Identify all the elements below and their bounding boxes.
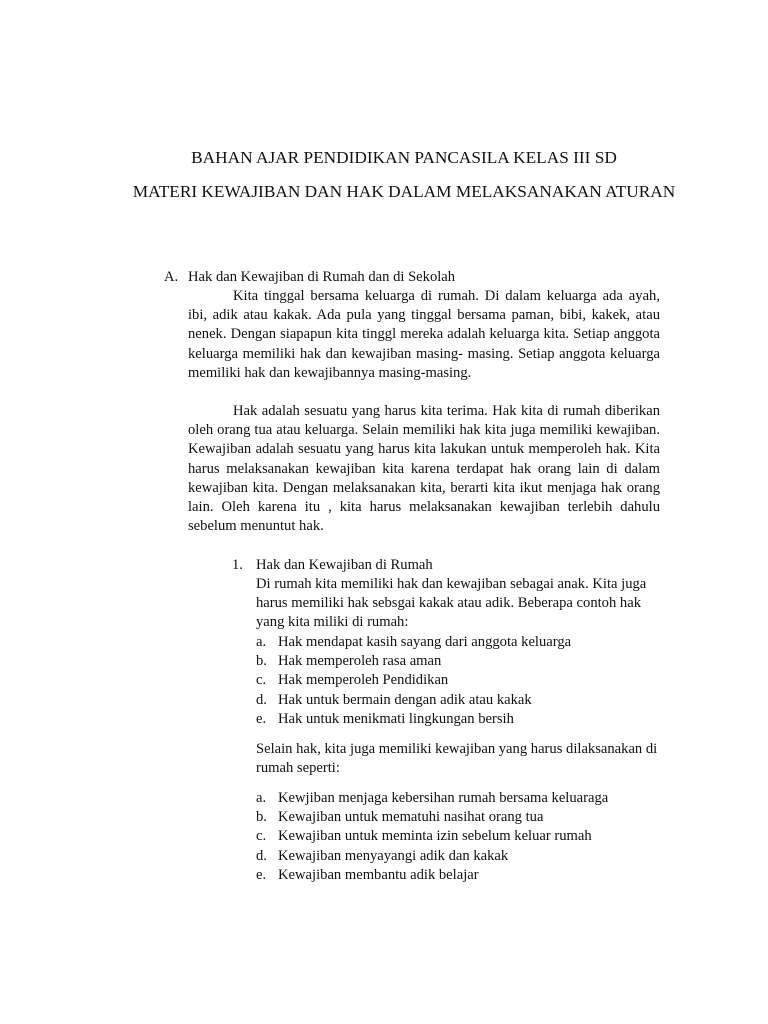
duties-intro: Selain hak, kita juga memiliki kewajiban yang harus dilaksanakan di rumah seperti: — [256, 741, 658, 777]
list-marker: a. — [256, 634, 267, 650]
list-item — [256, 691, 664, 710]
list-item-text: Hak memperoleh rasa aman — [278, 653, 442, 670]
list-marker: e. — [256, 866, 267, 883]
subsection-title: Hak dan Kewajiban di Rumah — [256, 557, 433, 573]
list-marker: d. — [256, 847, 267, 864]
list-item — [256, 847, 664, 866]
list-item — [256, 671, 664, 690]
list-marker: a. — [256, 790, 267, 806]
list-marker: d. — [256, 691, 267, 708]
list-item-text: Hak untuk menikmati lingkungan bersih — [278, 710, 514, 727]
document-subtitle: MATERI KEWAJIBAN DAN HAK DALAM MELAKSANAKAN ATURAN — [132, 182, 676, 201]
list-marker: c. — [256, 672, 267, 689]
list-item — [256, 789, 664, 808]
list-marker: e. — [256, 710, 267, 727]
list-item-text: Kewajiban membantu adik belajar — [278, 866, 479, 883]
list-marker: c. — [256, 828, 267, 845]
list-item-text: Kewajiban untuk meminta izin sebelum keluar rumah — [278, 828, 592, 845]
rights-intro: Di rumah kita memiliki hak dan kewajiban sebagai anak. Kita juga harus memiliki hak sebsgai kakak atau adik. Beberapa contoh hak yang kita miliki di rumah: — [256, 576, 647, 631]
list-item — [256, 808, 664, 827]
list-item — [256, 866, 664, 885]
section-marker: A. — [164, 269, 179, 285]
paragraph: Hak adalah sesuatu yang harus kita terima. Hak kita di rumah diberikan oleh orang tua atau keluarga. Selain memiliki hak kita juga memiliki kewajiban. Kewajiban adalah sesuatu yang harus kita lakukan untuk memperoleh hak. Kita harus melaksanakan kewajiban kita karena terdapat hak orang lain di dalam kewajiban kita. Dengan melaksanakan kita, berarti kita ikut menjaga hak orang lain. Oleh karena itu , kita harus melaksanakan kewajiban terlebih dahulu sebelum menuntut hak. — [188, 403, 660, 535]
list-item-text: Hak untuk bermain dengan adik atau kakak — [278, 691, 532, 708]
list-item — [256, 652, 664, 671]
list-item — [256, 710, 664, 729]
list-item-text: Kewajiban untuk mematuhi nasihat orang tua — [278, 809, 544, 826]
list-item — [256, 633, 664, 652]
list-item-text: Hak mendapat kasih sayang dari anggota keluarga — [278, 634, 572, 650]
list-marker: b. — [256, 809, 267, 826]
paragraph: Kita tinggal bersama keluarga di rumah. Di dalam keluarga ada ayah, ibi, adik atau kakak. Ada pula yang tinggal bersama paman, bibi, kakek, atau nenek. Dengan siapapun kita tinggl mereka adalah keluarga kita. Setiap anggota keluarga memiliki hak dan kewajiban masing- masing. Setiap anggota keluarga memiliki hak dan kewajibannya masing-masing. — [188, 288, 660, 381]
list-item-text: Kewjiban menjaga kebersihan rumah bersama keluaraga — [278, 790, 609, 806]
rights-list — [256, 633, 664, 729]
section-title: Hak dan Kewajiban di Rumah dan di Sekolah — [188, 269, 456, 285]
list-marker: b. — [256, 653, 267, 670]
document-title: BAHAN AJAR PENDIDIKAN PANCASILA KELAS III SD — [191, 148, 617, 167]
subsection-marker: 1. — [232, 557, 243, 573]
list-item — [256, 827, 664, 846]
list-item-text: Hak memperoleh Pendidikan — [278, 672, 449, 689]
list-item-text: Kewajiban menyayangi adik dan kakak — [278, 847, 509, 864]
duties-list — [256, 789, 664, 885]
